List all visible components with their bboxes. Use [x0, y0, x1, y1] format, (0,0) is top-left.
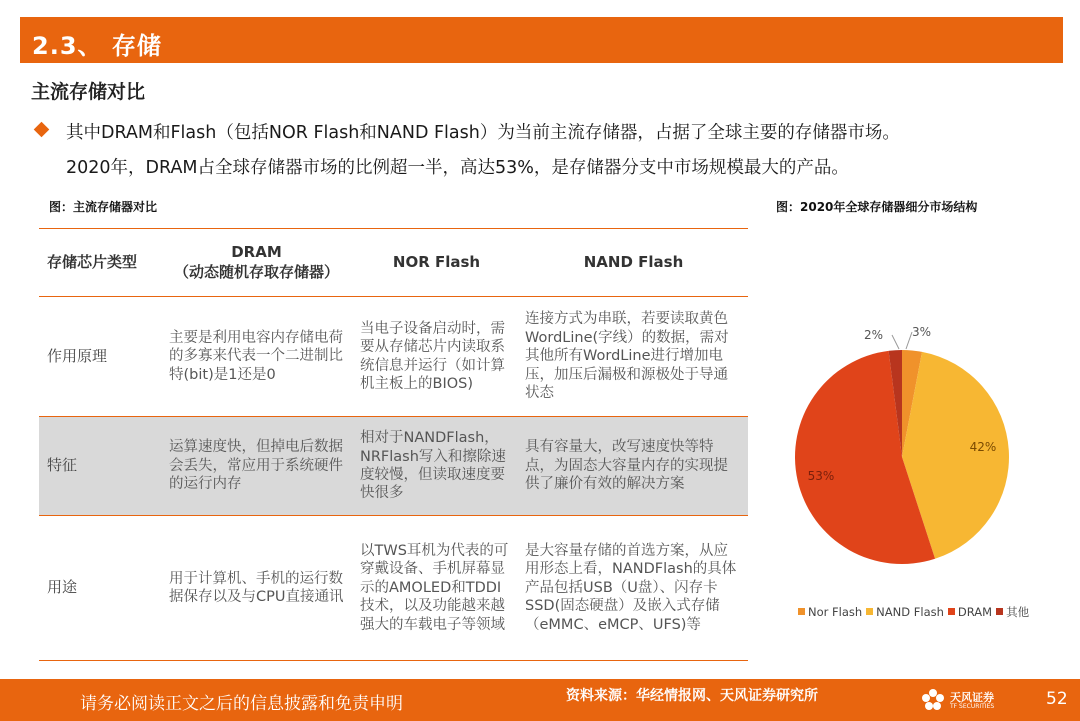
cell-nand: 连接方式为串联，若要读取黄色WordLine(字线）的数据，需对其他所有WordLine进行增加电压，加压后漏极和源极处于导通状态: [525, 311, 729, 402]
pie-data-label: 3%: [912, 325, 932, 339]
legend-item: [866, 605, 944, 619]
cell-dram: 用于计算机、手机的运行数据保存以及与CPU直接通讯: [169, 570, 344, 605]
paragraph-line-1: 其中DRAM和Flash（包括NOR Flash和NAND Flash）为当前主流存储器，占据了全球主要的存储器市场。: [66, 123, 900, 143]
logo-text-en: TF SECURITIES: [950, 703, 995, 710]
header-dram-full: （动态随机存取存储器）: [173, 262, 339, 281]
legend-item: [798, 605, 862, 619]
header-nor: NOR Flash: [392, 252, 481, 271]
legend-label: NAND Flash: [876, 605, 944, 619]
cell-dram: 运算速度快，但掉电后数据会丢失，常应用于系统硬件的运行内存: [169, 439, 343, 493]
pie-legend: [798, 604, 1033, 620]
paragraph-line-2: 2020年，DRAM占全球存储器市场的比例超一半，高达53%，是存储器分支中市场规模最大的产品。: [66, 158, 849, 178]
footer-disclaimer: 请务必阅读正文之后的信息披露和免责申明: [80, 694, 403, 714]
cell-nor: 以TWS耳机为代表的可穿戴设备、手机屏幕显示的AMOLED和TDDI技术，以及功能越来越强大的车载电子等领域: [360, 542, 509, 633]
header-nand: NAND Flash: [583, 252, 684, 271]
row-label: 用途: [47, 578, 78, 597]
table-header-row: [39, 229, 748, 297]
pie-data-label: 53%: [807, 469, 835, 483]
logo-text-cn: 天风证券: [950, 691, 994, 704]
header-type: 存储芯片类型: [47, 252, 138, 271]
title-bar: [20, 17, 1063, 63]
cell-nand: 具有容量大，改写速度快等特点，为固态大容量内存的实现提供了廉价有效的解决方案: [525, 439, 728, 493]
table-row: [39, 516, 748, 661]
footer-source: 资料来源：华经情报网、天风证券研究所: [566, 688, 818, 704]
header-dram: [159, 229, 354, 297]
cell-nor: 当电子设备启动时，需要从存储芯片内读取系统信息并运行（如计算机主板上的BIOS): [360, 320, 505, 392]
legend-item: [948, 605, 992, 619]
market-pie-chart: [780, 320, 1020, 565]
row-label: 特征: [47, 456, 78, 475]
cell-nand: 是大容量存储的首选方案，从应用形态上看，NANDFlash的具体产品包括USB（U盘）、闪存卡SSD(固态硬盘）及嵌入式存储（eMMC、eMCP、UFS)等: [525, 542, 737, 633]
legend-swatch-icon: [948, 608, 955, 615]
section-subheading: 主流存储对比: [31, 81, 146, 103]
leader-line: [906, 332, 912, 349]
pie-data-label: 2%: [863, 328, 883, 342]
cell-nor: 相对于NANDFlash，NRFlash写入和擦除速度较慢，但读取速度要快很多: [360, 430, 506, 502]
legend-label: 其他: [1006, 605, 1030, 619]
legend-label: Nor Flash: [808, 605, 863, 619]
footer-bar: [0, 679, 1080, 721]
leader-line: [892, 335, 899, 349]
comparison-table: [39, 228, 748, 661]
page-title: 2.3、 存储: [32, 32, 162, 60]
logo-flower-icon: [918, 685, 948, 715]
header-dram-name: DRAM: [231, 243, 282, 261]
pie-caption: 图：2020年全球存储器细分市场结构: [776, 200, 978, 214]
legend-item: [996, 604, 1029, 620]
table-row: [39, 417, 748, 516]
table-row: [39, 297, 748, 417]
cell-dram: 主要是利用电容内存储电荷的多寡来代表一个二进制比特(bit)是1还是0: [169, 329, 343, 383]
legend-label: DRAM: [957, 605, 993, 619]
row-label: 作用原理: [47, 346, 108, 365]
company-logo: [918, 685, 998, 715]
legend-swatch-icon: [798, 608, 805, 615]
bullet-diamond-icon: [34, 122, 50, 138]
legend-swatch-icon: [866, 608, 873, 615]
table-caption: 图：主流存储器对比: [49, 200, 158, 214]
pie-data-label: 42%: [969, 440, 997, 454]
legend-swatch-icon: [996, 608, 1003, 615]
page-number: 52: [1046, 689, 1068, 709]
